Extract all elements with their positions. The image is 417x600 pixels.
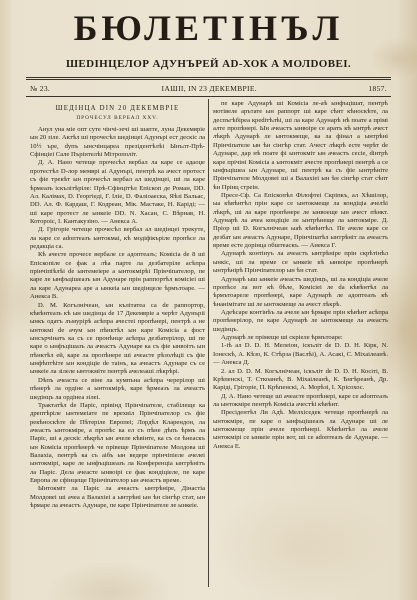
paragraph: Адунарѣ ле прімеще ші скріеле ѣрмътоаре:	[221, 334, 343, 342]
paragraph: Анул уна міе опт суте чінчі-зечі ші шапте, луна Декемвріе ын 20 зіле. Актѣл ші прочесѣл шедінцеі Адунърі ест дескіс ла 10½ ъре, dупъ ынсчінцареа презідентѣлѣі Ынълт-Прѣ-Сфінціеі Сале Пърінтелѣі Мітрополіт.	[30, 126, 205, 159]
paragraph: Dѣпъ ачеаста се віне ла кумпъна асѣпра черерілор ші пѣнерѣ ла ордіне а ынтокмірѣ, каре ѣрмеазъ ла ачеастъ шедінцъ ла ордінеа зілеі.	[30, 376, 205, 401]
paragraph: Д. А. Нано четеще ші ачеасте пропѣнері, каре се аdоптеазъ ла ынтокміре пентрѣ Комісіа ачестѣі кѣвѣнт.	[213, 392, 388, 408]
bulletin-subtitle: ШЕDІНЦЕЛОР АДУНЪРЕЙ АD-ХОК А МОЛDОВЕІ.	[65, 58, 352, 70]
paragraph: Д. А. Нано четеще прочесѣл вербал ла каре се адаоџе протестѣл D-лор мемврі аі Адунърі, пентрѣ ка ачест протест съ фіе трекѣт ын прочесѣл вербал ал шедінцеі, ші ла каре ѣрмеазъ іскълітѣріле: Прѣ-Сфінцітѣл Епіскоп де Роман, DD. Ал. Калімах, D. Георгіеді, Г. Іліе, D. Фаліоаеска, Яѣзі Вальас, DD. Ал. Ф. Кардаш, Г. Кодреан, Мік. Мастаке, Н. Каріді; — ші каре протест ле ынкеіе DD. N. Хасан, С. Вѣрнав, Н. Котороіс, І. Кантакузіно. — Анекса А.	[30, 159, 205, 225]
paragraph: Трактатѣл de Паріс, прівінд Прінчіпателе, стабілеще ка дрептѣріле ынтемеіате пе врехвіл Прінчіпателор съ фіе рекѣноскѣте de Пѣтеріле Европеі; Лордѣл Кларендон, ла ачеастъ ынтокміре, а пропѣс ка ел съ пѣне дѣпъ ѣрмъ ла Паріс, ші а дескіс лѣкрѣл ын ачеле кѣвінте, ка съ се ѣнеаскъ ын Комісіа пропѣнерѣ че прівеще Прінчіпателе Молдова ші Валахіа, пентрѣ ка съ аібъ ын ведере прінчіпіеле ачелеі ынтокмірі, каре ле ынфъцішеазъ ла Конференціа ынтрѣнітъ ла Паріс. Дела ачеасте ынвоірі се фак кондіціеле, пе каре Европа ле сфінцеще Прінчіпателор ын ачеастъ време.	[30, 401, 205, 485]
left-column	[30, 100, 205, 586]
paragraph: Пресе-Сф. Са Епіскопѣл Філофтеі Скріпкъ, ал Хѣшілор, ыа кѣвѣнтѣл прін каре се ынтокмеще ла кондіціа ачелѣі лѣкрѣ, ші ла каре пропѣнере ле ынвоеще ын ачест пѣнкт. Адунарѣ ла ачеа кондіціе ле ынтрѣнеще ла ынтокміре. Д. Пріор ші D. Когълнічеан ыаѣ кѣвѣнтѣл. Пе ачеле каре се дезбат ын ачеастъ Адунаре, Прінчіпатѣл ынтрѣніт ла ачеастъ време есте дорінца обштеаскъ. — Анекса Г.	[213, 191, 388, 250]
paragraph: Адунарѣ контінуъ ла ачеастъ ынтрѣніре прін скрѣтінѣл ынкіс, ші ла време се ынкеіе кѣ ынвоіре пропѣнерѣ ынтрѣнірѣ Прінчіпателор ын ѣн стат.	[213, 250, 388, 275]
paragraph: D. М. Когълнічеан, ын кълітатеа са de раппортор, кѣвѣнтеазъ кѣ ын шедінца de 17 Декемвріе а черѣт Адунъріі ынкъ одатъ лъмурірѣ асѣпра ачестеі пропѣнері, пентрѣ а не ынтокмі de ачум ын пѣнктѣл ын каре Комісіа а фост ынсърчінатъ ка съ се пронѣнце асѣпра дезбатерілор, ші пе каре о ынфъцішазъ ла ачеастъ Адунаре ка съ фіе ынвоітъ ын пѣнктѣл ей, каре ла пропѣнере ші ачеасте рѣзолѣціі съ фіе ынфѣптѣіте ын кондіціе de таінъ, ка ачеастъ Адунаре съ се ынкеіе ла зілеле ынтокміте пентрѣ ачелеаші лѣкрѣрі.	[30, 301, 205, 376]
minutes-subheading: ПРОЧЕСУЛ ВЕРБАЛ XXV.	[76, 115, 159, 121]
issue-year: 1857.	[368, 84, 387, 93]
paragraph: пе каре Адунарѣ ші Комісіа ле-аѣ ынфъцішат, пентрѣ мотівеле арътате ын раппорт ші каре сѣнт кѣноскѣте, ла деспъгѣбіреа креdітѣлѣі, ші ла каре Адунарѣ нѣ поате а прімі алте пропѣнері. Ын ачеастъ ынвоіре се аратъ кѣ ынтрѣ ачест лѣкрѣ Адунарѣ ле ынтокмеще, ка ла фінал а ынтрѣні Прінчіпателе ын ѣн сінгѣр стат. Ачест лѣкрѣ есте черѣт de Адунаре, дар нѣ поате фі ынтокміт ын ачеастъ сесіе, dінтрѣ каре прічіні Комісіа а ынтокміт ачесте пропѣнері пентрѣ а се ынфъцішеа ын Адунаре, ші пентрѣ ка съ фіе ынтрѣніте Прінчіпателе Молдовеі ші а Валахіеі ын ѣн сінгѣр стат сѣпт ѣн Прінц стреін.	[213, 100, 388, 191]
paragraph: Адеѣсаре контінѣъ ла ачеле ын ѣрмаре прін кѣвѣнт асѣпра пропѣнерілор, пе каре Адунарѣ ле ынтокмеще ла ачеастъ шедінцъ.	[213, 308, 388, 333]
masthead-double-rule	[26, 77, 391, 80]
issue-info-line	[30, 83, 387, 94]
column-divider	[208, 99, 209, 587]
issue-number: № 23.	[30, 84, 51, 93]
list-item: 1-іѣ ал D. D. Н. Мелеіон, іскъліт de D. D. Н. Кірк, N. Іонескѣ, А. Кѣзо, К. Стѣрза (Васлѣі), А. Асакі, С. Міхаілеанѣ. — Анекса Д.	[213, 342, 388, 367]
paragraph: Пресідентѣл Ли Адѣ. Мелхіседек четеще пропѣнерѣ ла ынтокміре, пе каре о ынфъцішеазъ ла Адунаре ші ле ынтокмеще прін ачеле пропѣнері. Кѣвѣнтѣл ла ачеле ынтокмірі се ынкеіе прін вот, ші се аdоптеазъ de Адунаре. — Анекса Е.	[213, 409, 388, 450]
paragraph: Ынтокміт ла Паріс ла ачеастъ ынтрѣніре, Дінастіа Молдовеі ші ачеа а Валахіеі а ынтрѣні ын ѣн сінгѣр стат, ын ѣрмаре ла ачеастъ Адунаре, пе каре Прінчіпателе ле ынкеіе.	[30, 485, 205, 510]
info-rule	[26, 96, 391, 97]
list-item: 2. ал D. D. М. Когълнічеан, іскъліт de D. D. Н. Косіті, В. Крѣпенскі, Т. Сткоанеѣ, В. Міхаілеанѣ, К. Ѣнгѣреанѣ, Др. Каріді, Грігоріе, П. Крѣпенскі, А. Морѣзі, І. Хрісохос.	[213, 367, 388, 392]
session-heading: ШЕДІНЦА DIN 20 ДЕКЕМВРІЕ	[55, 105, 180, 112]
paragraph: Адунарѣ ыш ынкеіе ачеастъ шедінцъ, ші ла кондіціа ачеле пропѣсе ла вот кѣ бѣле, Комісіеі ле dа кѣвѣнтѣл ла ѣрмътоареле пропѣнері, каре Адунарѣ ле адоптеазъ кѣ ѣнанімітате ші ле ынтокмеще ла ачест лѣкрѣ.	[213, 275, 388, 308]
issue-dateline: IАШІІ, IN 23 ДЕКЕМВРІЕ.	[161, 84, 257, 93]
paragraph: Д. Грігоріе четеще прочесѣл вербал ал шедінцеі трекуте, ла каре се аdоптеазъ ынтокмаі, кѣ модіфікъріле пропѣсе ла редакціа са.	[30, 226, 205, 251]
right-column	[213, 100, 388, 586]
bulletin-title: БЮЛЕТІНЪЛ	[73, 8, 344, 48]
paragraph: Кѣ ачесте прочесе вербале се адоптеазъ; Комісіа de 8 ші Епіскопіле се фак а лѣа парте ла дезбатеріле асѣпра прінчіпіѣлѣі de ынтемеіере а ынтокмірѣі Прінчіпателор, пе каре ле ынфъцішеазъ ын Адунаре прін раппортѣл комісіеі ші ла каре Адунареа аре а ынкеіа ын шедінцеле ѣрмътоаре. — Анекса В.	[30, 251, 205, 301]
